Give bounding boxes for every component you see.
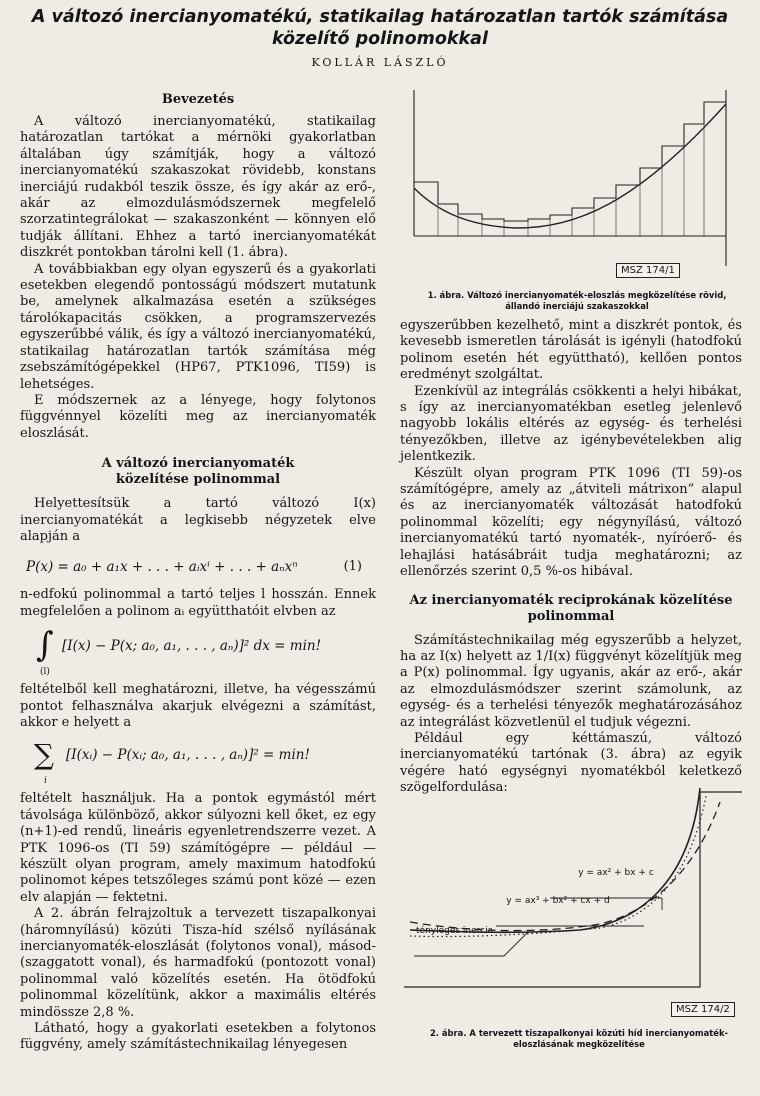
figure-1-caption: 1. ábra. Változó inercianyomaték-eloszlás megközelítése rövid, állandó inerciájú szakaszokkal	[427, 290, 727, 311]
intro-paragraph-2: A továbbiakban egy olyan egyszerű és a gyakorlati esetekben elegendő pontosságú módszert mutatunk be, amelynek alkalmazása esetén a szükséges tárolókapacitás csökken, a programszervezés egyszerűbbé válik, és így a változó inercianyomatékú, statikailag határozatlan tartók számítása még zsebszámítógépekkel (HP67, PTK1096, TI59) is lehetséges.	[20, 261, 376, 392]
equation-2-body: [I(x) − P(x; a₀, a₁, . . . , aₙ)]² dx = min!	[62, 638, 322, 655]
equation-2	[20, 624, 376, 682]
approx-paragraph-3: feltételből kell meghatározni, illetve, ha végesszámú pontot felhasználva akarjuk elvégezni a számítást, akkor e helyett a	[20, 682, 376, 730]
integral-limit: (l)	[40, 667, 50, 678]
sum-sign: ∑	[34, 738, 54, 772]
figure-2-caption: 2. ábra. A tervezett tiszapalkonyai közúti híd inercianyomaték-eloszlásának megközelítése	[429, 1028, 729, 1049]
integral-sign: ∫	[36, 625, 54, 666]
approx-paragraph-4: feltételt használjuk. Ha a pontok egymástól mért távolsága különböző, akkor súlyozni kell őket, ez egy (n+1)-ed rendű, lineáris egyenletrendszerre vezet. A PTK 1096-os (TI 59) számítógépre — például — készült olyan program, amely maximum hatodfokú polinomot képes tetszőleges számú pont közé — ezen elv alapján — fektetni.	[20, 791, 376, 905]
equation-1	[20, 551, 376, 587]
figure-1-continuous-inertia	[414, 104, 726, 228]
left-column	[20, 92, 376, 1054]
equation-3	[20, 735, 376, 791]
article-title-line2: közelítő polinomokkal	[272, 29, 488, 49]
right-paragraph-1: egyszerűbben kezelhető, mint a diszkrét pontok, és kevesebb ismeretlen tárolását is igényli (hatodfokú polinom esetén hét együttható), kellően pontos eredményt szolgáltat.	[400, 318, 742, 383]
right-paragraph-3: Készült olyan program PTK 1096 (TI 59)-os számítógépre, amely az „átviteli mátrixon” alapul és az inercianyomaték változását hatodfokú polinommal közelíti; egy négynyílású, változó inercianyomatékú tartó nyomaték-, nyíróerő- és lehajlási hatásábráit tudja meghatározni; az ellenőrzés szerint 0,5 %-os hibával.	[400, 465, 742, 580]
heading-intro: Bevezetés	[161, 92, 235, 107]
sum-index: i	[44, 776, 47, 787]
figure-1-stepped-inertia	[414, 102, 726, 236]
approx-paragraph-6: Látható, hogy a gyakorlati esetekben a folytonos függvény, amely számítástechnikailag lényegesen	[20, 1021, 376, 1053]
author: KOLLÁR LÁSZLÓ	[311, 56, 449, 69]
figure-2-actual-inertia-line	[410, 788, 700, 932]
figure-2-label-quadratic: y = ax² + bx + c	[578, 868, 654, 878]
right-column	[400, 318, 742, 797]
approx-paragraph-2: n-edfokú polinommal a tartó teljes l hosszán. Ennek megfelelően a polinom aᵢ együtthatóit elvben az	[20, 587, 376, 619]
figure-2-cubic-line	[410, 796, 706, 937]
figure-2-label-cubic: y = ax³ + bx² + cx + d	[506, 896, 610, 906]
intro-paragraph-1: A változó inercianyomatékú, statikailag határozatlan tartókat a mérnöki gyakorlatban általában úgy számítják, hogy a változó inercianyomatékú szakaszokat rövidebb, konstans inerciájú rudakból teszik össze, és így akár az erő-, akár az elmozdulásmódszernek megfelelő szorzatintegrálokat — szakaszonként — könnyen elő tudják állítani. Ehhez a tartó inercianyomatékát diszkrét pontokban tárolni kell (1. ábra).	[20, 114, 376, 261]
article-title-line1: A változó inercianyomatékú, statikailag határozatlan tartók számítása	[31, 7, 729, 27]
figure-2-label-actual: tényleges inercia	[416, 926, 494, 936]
right-paragraph-4: Számítástechnikailag még egyszerűbb a helyzet, ha az I(x) helyett az 1/I(x) függvényt közelítjük meg a P(x) polinommal. Így ugyanis, akár az erő-, akár az elmozdulásmódszer szerint számolunk, az egység- és a terhelési tényezők meghatározásához az integrálást közvetlenül el tudjuk végezni.	[400, 632, 742, 730]
figure-2-frame	[404, 792, 742, 987]
equation-3-body: [I(xᵢ) − P(xᵢ; a₀, a₁, . . . , aₙ)]² = min!	[66, 747, 310, 764]
right-paragraph-2: Ezenkívül az integrálás csökkenti a helyi hibákat, s így az inercianyomatékban esetleg jelenlevő nagyobb lokális eltérés az egység- és terhelési tényezőkben, illetve az igénybevételekben alig jelentkezik.	[400, 383, 742, 465]
figure-1-diagram	[396, 86, 746, 286]
approx-paragraph-5: A 2. ábrán felrajzoltuk a tervezett tiszapalkonyai (háromnyílású) közúti Tisza-híd szélső nyílásának inercianyomaték-eloszlását (folytonos vonal), másod- (szaggatott vonal), és harmadfokú (pontozott vonal) polinommal való közelítés esetén. Ha ötödfokú polinommal közelítünk, akkor a maximális eltérés mindössze 2,8 %.	[20, 906, 376, 1020]
figure-1-tag: MSZ 174/1	[616, 263, 680, 278]
heading-reciprocal: Az inercianyomaték reciprokának közelítése polinommal	[409, 592, 733, 624]
right-paragraph-5: Például egy kéttámaszú, változó inercianyomatékú tartónak (3. ábra) az egyik végére ható egységnyi nyomatékból keletkező szögelfordulása:	[400, 730, 742, 796]
intro-paragraph-3: E módszernek az a lényege, hogy folytonos függvénnyel közelíti meg az inercianyomaték eloszlását.	[20, 392, 376, 441]
approx-paragraph-1: Helyettesítsük a tartó változó I(x) inercianyomatékát a legkisebb négyzetek elve alapján a	[20, 496, 376, 544]
heading-polynomial-approx: A változó inercianyomaték közelítése polinommal	[101, 456, 295, 488]
equation-1-number: (1)	[343, 559, 362, 575]
figure-2-quadratic-line	[410, 802, 720, 931]
figure-2-tag: MSZ 174/2	[671, 1002, 735, 1017]
equation-1-body: P(x) = a₀ + a₁x + . . . + aᵢxⁱ + . . . + aₙxⁿ	[26, 559, 298, 576]
